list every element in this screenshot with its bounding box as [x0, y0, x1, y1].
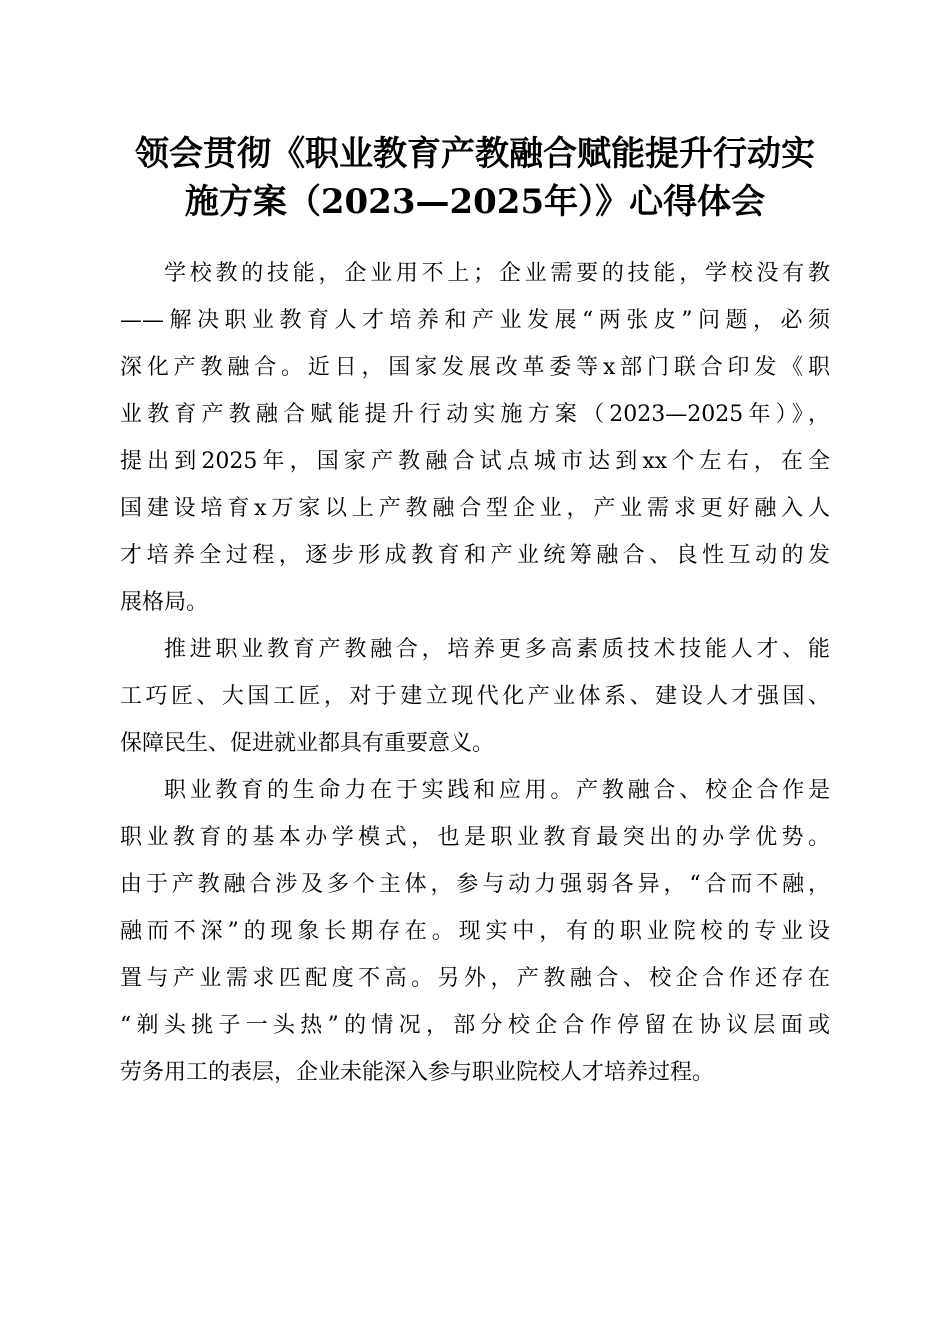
paragraph-line: 业教育产教融合赋能提升行动实施方案（2023—2025年）》，: [120, 402, 830, 427]
paragraph-line: 国建设培育x万家以上产教融合型企业，产业需求更好融入人: [120, 496, 830, 521]
paragraph-2: [120, 626, 830, 767]
paragraph-line: 融而不深”的现象长期存在。现实中，有的职业院校的专业设: [120, 919, 830, 944]
paragraph-line: 深化产教融合。近日，国家发展改革委等x部门联合印发《职: [120, 355, 830, 380]
paragraph-1: [120, 250, 830, 626]
title-line-2: 施方案（2023—2025年）》心得体会: [184, 182, 766, 222]
document-title: [80, 130, 870, 226]
paragraph-line: 提出到2025年，国家产教融合试点城市达到xx个左右，在全: [120, 449, 830, 474]
paragraph-line: 推进职业教育产教融合，培养更多高素质技术技能人才、能: [164, 637, 830, 662]
paragraph-line: 工巧匠、大国工匠，对于建立现代化产业体系、建设人才强国、: [120, 684, 830, 709]
paragraph-line: “剃头挑子一头热”的情况，部分校企合作停留在协议层面或: [120, 1013, 830, 1038]
paragraph-line: ——解决职业教育人才培养和产业发展“两张皮”问题，必须: [120, 308, 830, 333]
paragraph-line: 劳务用工的表层，企业未能深入参与职业院校人才培养过程。: [120, 1060, 715, 1085]
paragraph-line: 由于产教融合涉及多个主体，参与动力强弱各异，“合而不融，: [120, 872, 830, 897]
paragraph-line: 置与产业需求匹配度不高。另外，产教融合、校企合作还存在: [120, 966, 830, 991]
paragraph-line: 职业教育的生命力在于实践和应用。产教融合、校企合作是: [164, 778, 830, 803]
paragraph-line: 职业教育的基本办学模式，也是职业教育最突出的办学优势。: [120, 825, 830, 850]
paragraph-line: 保障民生、促进就业都具有重要意义。: [120, 731, 495, 756]
document-body: [120, 250, 830, 1096]
paragraph-line: 才培养全过程，逐步形成教育和产业统筹融合、良性互动的发: [120, 543, 830, 568]
paragraph-line: 展格局。: [120, 590, 209, 615]
paragraph-3: [120, 767, 830, 1096]
paragraph-line: 学校教的技能，企业用不上；企业需要的技能，学校没有教: [164, 261, 830, 286]
title-line-1: 领会贯彻《职业教育产教融合赋能提升行动实: [135, 134, 815, 174]
